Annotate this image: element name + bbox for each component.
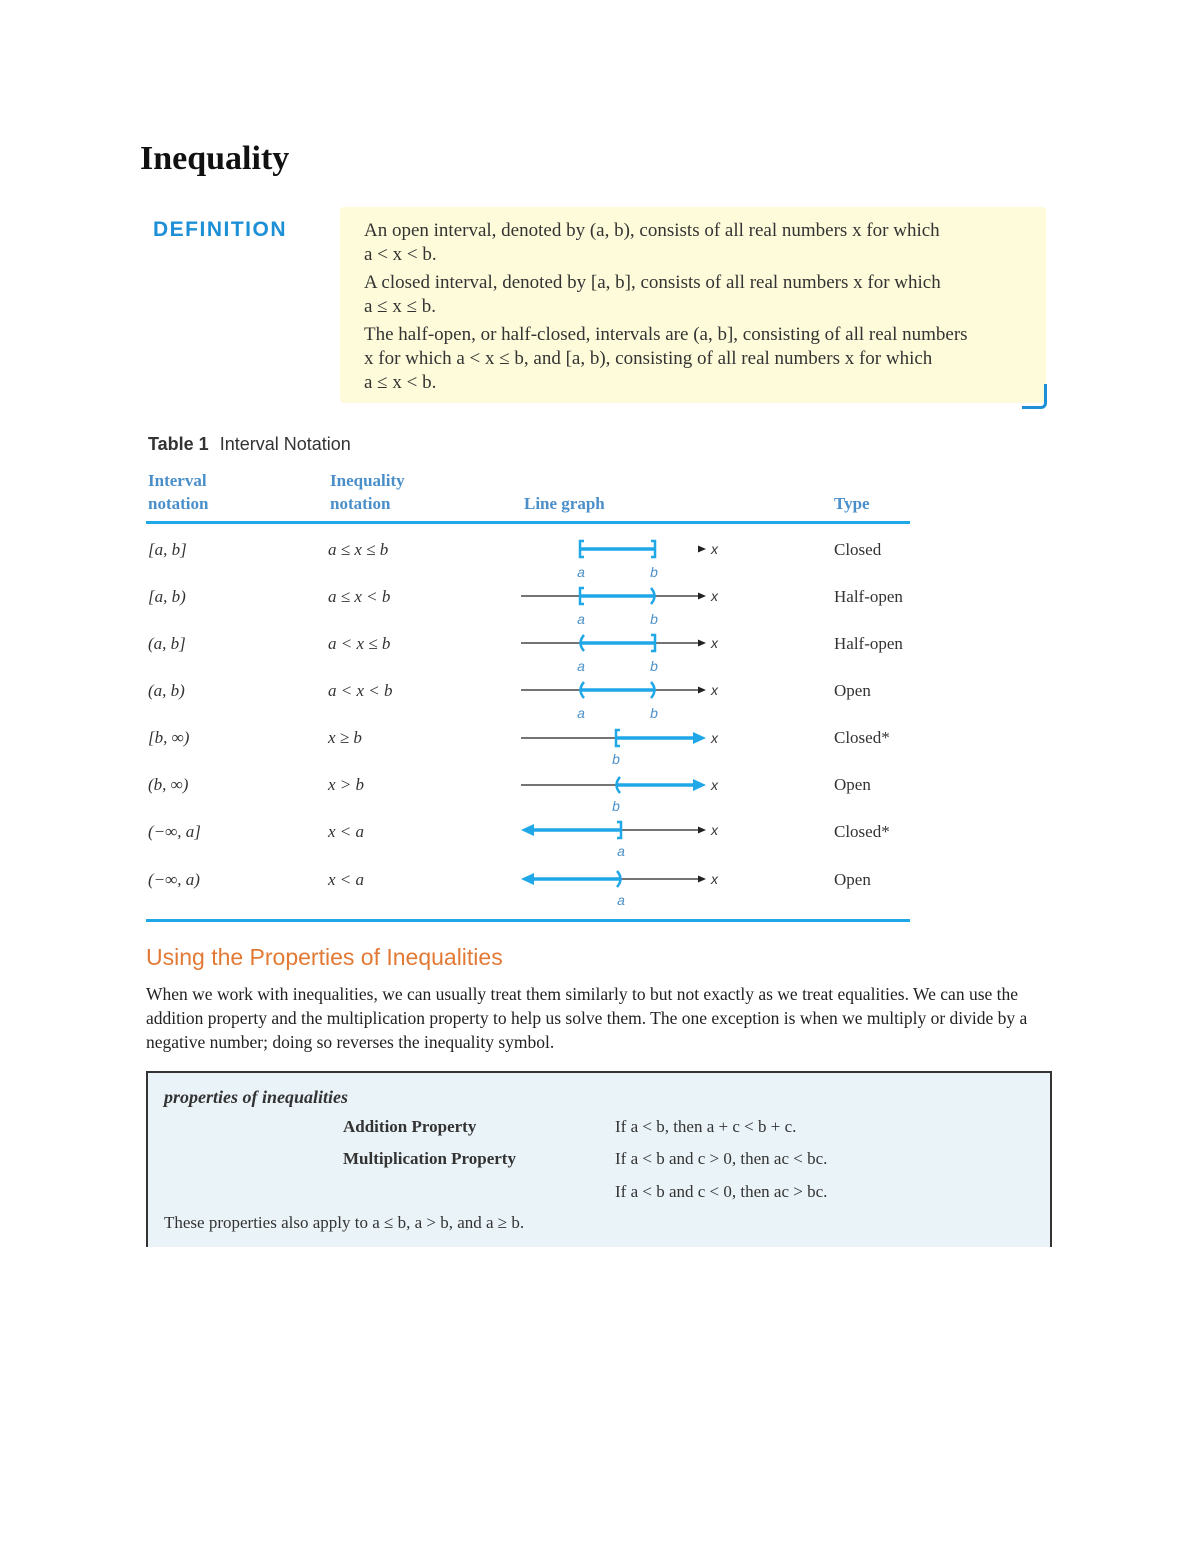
addition-property-name: Addition Property — [343, 1117, 477, 1136]
table-title: Interval Notation — [219, 434, 351, 454]
definition-line: a ≤ x ≤ b. — [364, 296, 437, 317]
multiplication-property-rule: If a < b and c > 0, then ac < bc. — [615, 1149, 828, 1168]
type-cell: Closed* — [834, 822, 890, 841]
endpoint-label: a — [577, 611, 585, 627]
inequality-notation-cell: x ≥ b — [328, 728, 362, 747]
inequality-notation-cell: x > b — [328, 775, 365, 794]
definition-line: x for which a < x ≤ b, and [a, b), consisting of all real numbers x for which — [364, 348, 933, 369]
type-cell: Half-open — [834, 587, 903, 606]
interval-notation-cell: (a, b) — [148, 681, 185, 700]
table-number: Table 1 — [148, 434, 209, 454]
axis-label-x: x — [711, 588, 718, 604]
type-cell: Open — [834, 870, 871, 889]
axis-label-x: x — [711, 730, 718, 746]
interval-notation-cell: [b, ∞) — [148, 728, 190, 747]
number-line-arrowhead — [698, 687, 706, 694]
definition-line: A closed interval, denoted by [a, b], consists of all real numbers x for which — [364, 272, 941, 293]
number-line-arrowhead — [698, 827, 706, 834]
axis-label-x: x — [711, 822, 718, 838]
interval-notation-cell: (a, b] — [148, 634, 186, 653]
endpoint-label: b — [650, 658, 658, 674]
definition-line: The half-open, or half-closed, intervals are (a, b], consisting of all real numbers — [364, 324, 968, 345]
properties-footer: These properties also apply to a ≤ b, a > b, and a ≥ b. — [164, 1213, 525, 1232]
header-line: Inequality — [330, 471, 405, 490]
endpoint-label: b — [650, 564, 658, 580]
endpoint-label: a — [577, 705, 585, 721]
number-line-arrowhead — [698, 593, 706, 600]
interval-notation-cell: (−∞, a] — [148, 822, 201, 841]
endpoint-label: b — [612, 751, 620, 767]
definition-line: a ≤ x < b. — [364, 372, 437, 393]
section-heading: Using the Properties of Inequalities — [146, 944, 503, 970]
type-cell: Closed* — [834, 728, 890, 747]
interval-notation-cell: [a, b] — [148, 540, 187, 559]
header-line: Interval — [148, 471, 207, 490]
number-line-arrowhead — [698, 640, 706, 647]
definition-line: An open interval, denoted by (a, b), consists of all real numbers x for which — [364, 220, 940, 241]
axis-label-x: x — [711, 541, 718, 557]
multiplication-property-name: Multiplication Property — [343, 1149, 516, 1168]
definition-line: a < x < b. — [364, 244, 437, 265]
number-line-arrowhead — [698, 876, 706, 883]
inequality-notation-cell: x < a — [328, 870, 365, 889]
type-cell: Half-open — [834, 634, 903, 653]
type-cell: Open — [834, 681, 871, 700]
properties-box — [146, 1071, 1052, 1247]
addition-property-rule: If a < b, then a + c < b + c. — [615, 1117, 797, 1136]
page-title: Inequality — [140, 140, 290, 177]
endpoint-label: b — [612, 798, 620, 814]
type-cell: Closed — [834, 540, 882, 559]
interval-notation-cell: (−∞, a) — [148, 870, 200, 889]
section-paragraph: When we work with inequalities, we can usually treat them similarly to but not exactly as we treat equalities. We can use the addition property and the multiplication property to help us solve them. The one exception is when we multiply or divide by a negative number; doing so reverses the inequality symbol. — [146, 984, 1028, 1052]
axis-label-x: x — [711, 871, 718, 887]
ray-arrowhead — [693, 779, 706, 791]
inequality-notation-cell: a ≤ x < b — [328, 587, 391, 606]
inequality-notation-cell: x < a — [328, 822, 365, 841]
definition-label: DEFINITION — [153, 218, 287, 241]
endpoint-label: a — [577, 658, 585, 674]
header-type: Type — [834, 494, 870, 513]
ray-arrowhead — [521, 873, 534, 885]
properties-title: properties of inequalities — [164, 1087, 348, 1107]
type-cell: Open — [834, 775, 871, 794]
axis-label-x: x — [711, 682, 718, 698]
endpoint-label: a — [617, 843, 625, 859]
inequality-notation-cell: a < x ≤ b — [328, 634, 391, 653]
interval-notation-cell: (b, ∞) — [148, 775, 189, 794]
multiplication-property-rule-negative: If a < b and c < 0, then ac > bc. — [615, 1182, 828, 1201]
interval-notation-cell: [a, b) — [148, 587, 186, 606]
header-line-graph: Line graph — [524, 494, 605, 513]
ray-arrowhead — [521, 824, 534, 836]
inequality-notation-cell: a < x < b — [328, 681, 393, 700]
axis-label-x: x — [711, 635, 718, 651]
header-line: notation — [330, 494, 391, 513]
number-line-arrowhead — [698, 546, 706, 553]
endpoint-label: a — [617, 892, 625, 908]
inequality-notation-cell: a ≤ x ≤ b — [328, 540, 389, 559]
endpoint-label: b — [650, 705, 658, 721]
endpoint-label: b — [650, 611, 658, 627]
axis-label-x: x — [711, 777, 718, 793]
endpoint-label: a — [577, 564, 585, 580]
ray-arrowhead — [693, 732, 706, 744]
header-line: notation — [148, 494, 209, 513]
